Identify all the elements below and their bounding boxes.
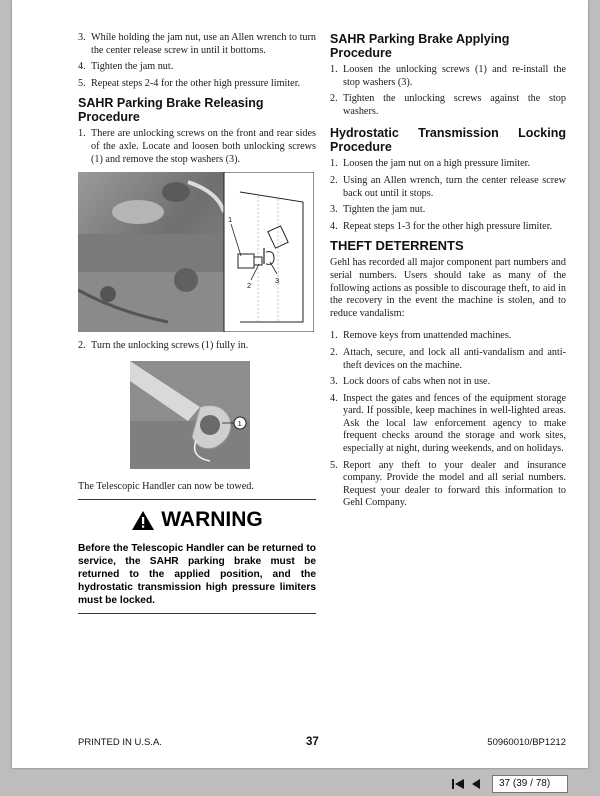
step-number: 4. [330,392,338,404]
step-number: 3. [330,204,338,216]
step-text: There are unlocking screws on the front and rear sides of the axle. Locate and loosen both unlocking screws (1) and remove the stop washers (3). [91,128,316,165]
figure2-label-1: 1 [237,418,242,428]
first-page-button[interactable] [450,776,466,792]
step-text: Tighten the jam nut. [343,204,426,216]
step-text: Remove keys from unattended machines. [343,330,512,342]
wrench-photo [130,361,250,469]
step-number: 4. [78,61,86,73]
page-indicator-field[interactable]: 37 (39 / 78) [492,775,568,793]
list-item [330,93,566,118]
step-number: 3. [330,376,338,388]
warning-title: WARNING [161,508,263,532]
step-number: 1. [78,128,86,140]
releasing-steps-list [78,128,316,166]
theft-heading: THEFT DETERRENTS [330,238,464,254]
warning-top-rule [78,499,316,500]
step-text: Tighten the jam nut. [91,61,174,73]
document-number: 50960010/BP1212 [487,737,566,748]
viewer-toolbar [0,772,600,796]
theft-steps-list [330,330,566,510]
warning-bottom-rule [78,613,316,614]
list-item [78,78,316,91]
first-page-icon [451,778,465,790]
figure-axle-unlocking-screws [78,172,314,332]
hydro-heading [330,126,566,140]
step-text: Lock doors of cabs when not in use. [343,376,491,388]
hydro-heading-word-3: Locking [518,126,566,141]
step-number: 2. [330,346,338,358]
list-item [78,61,316,74]
figure1-label-2: 2 [247,281,252,291]
step-text: Report any theft to your dealer and insurance company. Provide the model and all serial numbers. Request your dealer to forward this information to Gehl Company. [343,459,566,509]
step-number: 1. [330,158,338,170]
list-item [330,175,566,200]
list-item [330,204,566,217]
theft-intro: Gehl has recorded all major component part numbers and serial numbers. Users should take as many of the following actions as possible to discourage theft, to aid in the recovery in the event the machine is stolen, and to reduce vandalism: [330,257,566,319]
step-text: While holding the jam nut, use an Allen wrench to turn the center release screw in until it bottoms. [91,32,316,56]
list-item [78,128,316,166]
list-item [78,32,316,57]
document-page [12,0,588,768]
step-text: Turn the unlocking screws (1) fully in. [91,340,249,352]
printed-in-text: PRINTED IN U.S.A. [78,737,162,748]
step-number: 2. [330,93,338,105]
warning-text: Before the Telescopic Handler can be returned to service, the SAHR parking brake must be returned to the applied position, and the hydrostatic transmission high pressure limiters must be locked. [78,543,316,607]
step-number: 2. [78,340,86,352]
warning-header [78,508,316,532]
step-number: 1. [330,330,338,342]
figure-wrench-on-screw [130,361,250,469]
step-number: 5. [330,459,338,471]
releasing-step-2 [78,340,316,353]
applying-heading: SAHR Parking Brake Applying Procedure [330,32,510,60]
warning-triangle-icon [131,510,155,531]
left-column [78,32,316,622]
step-text: Repeat steps 1-3 for the other high pressure limiter. [343,220,553,232]
step-number: 5. [78,77,86,89]
list-item [330,347,566,372]
step-text: Tighten the unlocking screws against the stop washers. [343,93,566,117]
releasing-heading: SAHR Parking Brake Releasing Procedure [78,96,264,125]
step-text: Attach, secure, and lock all anti-vandalism and anti-theft devices on the machine. [343,346,566,371]
axle-photo-and-diagram [78,172,314,332]
step-text: Inspect the gates and fences of the equipment storage yard. If possible, keep machines in well-lighted areas. Ask the local law enforcement agency to make frequent checks around the storage and work sites, especially at night, during weekends, and on holidays. [343,392,566,455]
previous-page-icon [471,778,481,790]
list-item [330,221,566,234]
step-text: Using an Allen wrench, turn the center release screw back out until it stops. [343,174,566,199]
right-column [330,32,566,514]
hydro-heading-line-2: Procedure [330,140,392,155]
step-number: 3. [78,32,86,43]
step-text: Loosen the jam nut on a high pressure limiter. [343,158,531,170]
figure1-label-3: 3 [275,276,280,286]
previous-page-button[interactable] [468,776,484,792]
step-number: 4. [330,220,338,232]
towed-text: The Telescopic Handler can now be towed. [78,480,254,492]
list-item [330,460,566,510]
list-item [330,330,566,343]
steps-top-list [78,32,316,90]
page-number: 37 [306,736,319,748]
hydro-heading-word-1: Hydrostatic [330,126,399,141]
hydro-steps-list [330,158,566,233]
figure1-label-1: 1 [228,215,233,225]
page-footer [78,737,566,751]
step-number: 2. [330,174,338,186]
step-text: Repeat steps 2-4 for the other high pressure limiter. [91,77,301,89]
list-item [330,64,566,89]
step-number: 1. [330,64,338,75]
applying-steps-list [330,64,566,118]
list-item [330,393,566,456]
list-item [330,158,566,171]
list-item [330,376,566,389]
hydro-heading-word-2: Transmission [418,126,499,141]
step-text: Loosen the unlocking screws (1) and re-install the stop washers (3). [343,64,566,88]
